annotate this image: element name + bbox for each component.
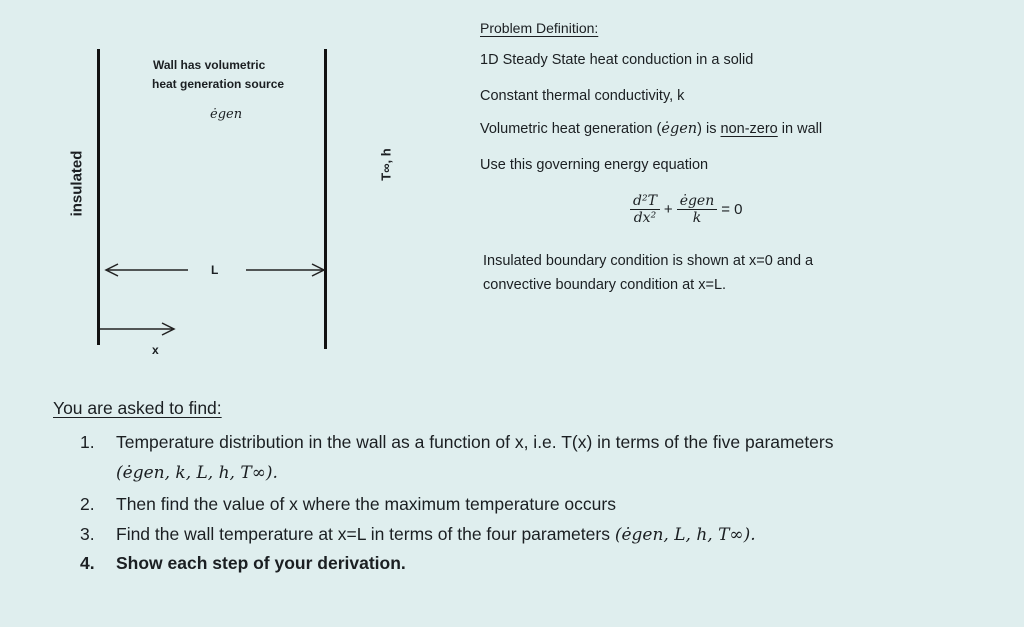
egen-label: ėgen <box>210 107 243 122</box>
task-text: Find the wall temperature at x=L in terms of the four parameters <box>116 524 610 544</box>
frac1-denominator: dx² <box>633 210 657 226</box>
equals-zero: = 0 <box>721 201 743 218</box>
task-item-2 <box>80 494 616 515</box>
line3-emph: non-zero <box>720 121 778 137</box>
left-wall-line <box>97 49 100 345</box>
task-text: Temperature distribution in the wall as a function of x, i.e. T(x) in terms of the five parameters <box>116 432 834 452</box>
boundary-line1: Insulated boundary condition is shown at x=0 and a <box>483 253 814 269</box>
problem-heading: Problem Definition: <box>480 20 599 36</box>
governing-equation <box>630 193 747 226</box>
task-number: 4. <box>80 553 95 573</box>
x-label: x <box>152 343 159 357</box>
task-number: 1. <box>80 432 95 452</box>
wall-label-line2: heat generation source <box>152 77 285 91</box>
convection-label: T∞, h <box>378 148 394 181</box>
wall-diagram <box>60 45 410 375</box>
second-derivative-fraction <box>630 193 660 226</box>
task-item-1 <box>80 432 834 453</box>
plus-sign: + <box>663 201 673 218</box>
line3-symbol: ėgen <box>661 121 698 137</box>
problem-line4: Use this governing energy equation <box>480 157 709 173</box>
task-number: 3. <box>80 524 95 544</box>
problem-line2: Constant thermal conductivity, k <box>480 88 685 104</box>
tasks-heading: You are asked to find: <box>53 398 222 418</box>
right-wall-line <box>324 49 327 349</box>
problem-line3 <box>480 121 822 137</box>
insulated-label: insulated <box>68 150 86 217</box>
line3-prefix: Volumetric heat generation ( <box>480 121 662 137</box>
frac2-numerator: ėgen <box>677 193 718 210</box>
task-text: Show each step of your derivation. <box>116 553 406 573</box>
task-3-params: (ėgen, L, h, T∞). <box>614 525 756 545</box>
boundary-line2: convective boundary condition at x=L. <box>483 277 727 293</box>
task-item-3 <box>80 524 756 545</box>
line3-suffix: in wall <box>777 121 823 137</box>
generation-fraction <box>677 193 718 226</box>
length-label: L <box>211 263 219 277</box>
frac2-denominator: k <box>692 210 702 226</box>
task-1-params: (ėgen, k, L, h, T∞). <box>116 463 278 483</box>
task-text: Then find the value of x where the maximum temperature occurs <box>116 494 616 514</box>
problem-line1: 1D Steady State heat conduction in a solid <box>480 52 754 68</box>
wall-label-line1: Wall has volumetric <box>153 58 266 72</box>
x-axis-arrow <box>98 321 180 337</box>
task-number: 2. <box>80 494 95 514</box>
line3-mid: ) is <box>697 121 721 137</box>
task-item-4 <box>80 553 406 574</box>
frac1-numerator: d²T <box>630 193 660 210</box>
